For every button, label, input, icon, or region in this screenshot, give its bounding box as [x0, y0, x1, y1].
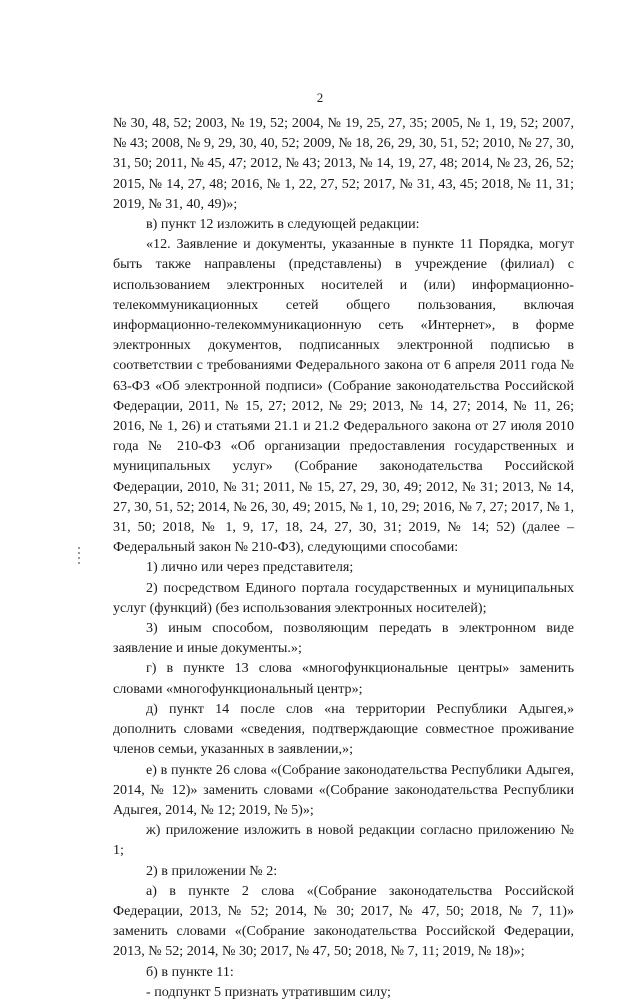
paragraph-item-d: д) пункт 14 после слов «на территории Республики Адыгея,» дополнить словами «сведения, подтверждающие совместное проживание членов семьи, указанных в заявлении,»;: [113, 700, 574, 758]
paragraph-method-2: 2) посредством Единого портала государственных и муниципальных услуг (функций) (без использования электронных носителей);: [113, 579, 574, 616]
paragraph-point-12: «12. Заявление и документы, указанные в пункте 11 Порядка, могут быть также направлены (представлены) в учреждение (филиал) с использованием электронных носителей и (или) информационно-телекоммуникационных сетей общего пользования, включая информационно-телекоммуникационную сеть «Интернет», в форме электронных документов, подписанных электронной подписью в соответствии с требованиями Федерального закона от 6 апреля 2011 года № 63-ФЗ «Об электронной подписи» (Собрание законодательства Российской Федерации, 2011, № 15, 27; 2012, № 29; 2013, № 14, 27; 2014, № 11, 26; 2016, № 1, 26) и статьями 21.1 и 21.2 Федерального закона от 27 июля 2010 года № 210-ФЗ «Об организации предоставления государственных и муниципальных услуг» (Собрание законодательства Российской Федерации, 2010, № 31; 2011, № 15, 27, 29, 30, 49; 2012, № 31; 2013, № 14, 27, 30, 51, 52; 2014, № 26, 30, 49; 2015, № 1, 10, 29; 2016, № 7, 27; 2017, № 1, 31, 50; 2018, № 1, 9, 17, 18, 24, 27, 30, 31; 2019, № 14; 52) (далее – Федеральный закон № 210-ФЗ), следующими способами:: [113, 236, 574, 556]
page-number: 2: [316, 90, 324, 105]
paragraph-continuation: № 30, 48, 52; 2003, № 19, 52; 2004, № 19, 25, 27, 35; 2005, № 1, 19, 52; 2007, № 43; 2008, № 9, 29, 30, 40, 52; 2009, № 18, 26, 29, 30, 51, 52; 2010, № 27, 30, 31, 50; 2011, № 45, 47; 2012, № 43; 2013, № 14, 19, 27, 48; 2014, № 23, 26, 52; 2015, № 14, 27, 48; 2016, № 1, 22, 27, 52; 2017, № 31, 43, 45; 2018, № 11, 31; 2019, № 31, 40, 49)»;: [113, 115, 574, 212]
paragraph-appendix-2: 2) в приложении № 2:: [146, 862, 278, 879]
paragraph-subpoint-5: - подпункт 5 признать утратившим силу;: [146, 983, 391, 1000]
paragraph-item-zh: ж) приложение изложить в новой редакции согласно приложению № 1;: [113, 822, 574, 859]
scan-artifact: [78, 547, 80, 565]
document-body: [113, 113, 574, 1002]
paragraph-item-v: в) пункт 12 изложить в следующей редакции:: [146, 216, 420, 233]
paragraph-item-b: б) в пункте 11:: [146, 963, 234, 980]
paragraph-item-e: е) в пункте 26 слова «(Собрание законодательства Республики Адыгея, 2014, № 12)» заменить словами «(Собрание законодательства Республики Адыгея, 2014, № 12; 2019, № 5)»;: [113, 761, 574, 818]
paragraph-method-1: 1) лично или через представителя;: [146, 559, 354, 576]
paragraph-item-g: г) в пункте 13 слова «многофункциональные центры» заменить словами «многофункциональный центр»;: [113, 660, 574, 697]
paragraph-item-a: а) в пункте 2 слова «(Собрание законодательства Российской Федерации, 2013, № 52; 2014, № 30; 2017, № 47, 50; 2018, № 7, 11)» заменить словами «(Собрание законодательства Российской Федерации, 2013, № 52; 2014, № 30; 2017, № 47, 50; 2018, № 7, 11; 2019, № 18)»;: [113, 882, 574, 960]
paragraph-method-3: 3) иным способом, позволяющим передать в электронном виде заявление и иные документы.»;: [113, 620, 574, 657]
